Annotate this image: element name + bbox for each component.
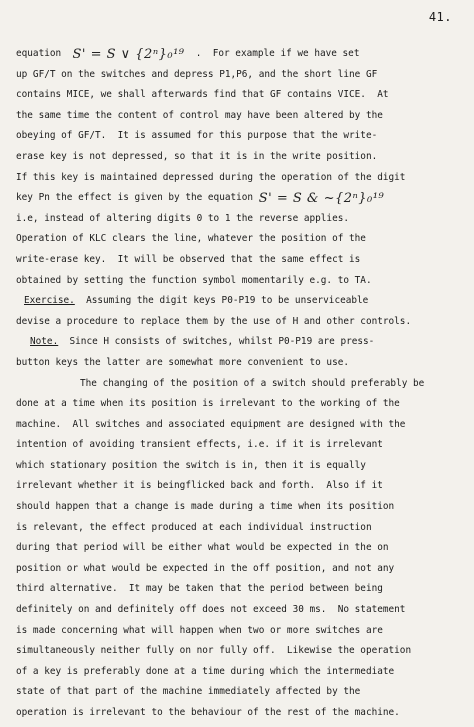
line-text: Since H consists of switches, whilst P0-P19 are press- (58, 336, 375, 348)
page-number: 41. (428, 10, 452, 24)
text-line (0, 188, 474, 209)
text-line: of a key is preferably done at a time during which the intermediate (16, 665, 395, 677)
line-text: equation (16, 48, 62, 59)
text-line: irrelevant whether it is beingflicked back and forth. Also if it (16, 480, 383, 492)
handwritten-equation: S' = S & ~{2ⁿ}₀¹⁹ (258, 191, 385, 207)
text-line: button keys the latter are somewhat more convenient to use. (16, 356, 350, 368)
text-line (0, 332, 474, 353)
line-text: Assuming the digit keys P0-P19 to be unserviceable (74, 295, 369, 307)
text-line: intention of avoiding transient effects, i.e. if it is irrelevant (16, 439, 383, 451)
text-line: obeying of GF/T. It is assumed for this purpose that the write- (16, 130, 378, 142)
text-line: simultaneously neither fully on nor fully off. Likewise the operation (16, 645, 412, 657)
section-label: Exercise. (24, 295, 75, 307)
text-line: during that period will be either what would be expected in the on (16, 542, 389, 554)
text-line: operation is irrelevant to the behaviour of the rest of the machine. (16, 707, 400, 718)
body-text (0, 44, 474, 724)
text-line: contains MICE, we shall afterwards find that GF contains VICE. At (16, 89, 389, 101)
text-line: should happen that a change is made during a time when its position (16, 501, 395, 513)
text-line: up GF/T on the switches and depress P1,P6, and the short line GF (16, 68, 378, 80)
text-line: is made concerning what will happen when two or more switches are (16, 624, 383, 636)
text-line: the same time the content of control may have been altered by the (16, 109, 383, 121)
text-line: If this key is maintained depressed during the operation of the digit (16, 171, 406, 183)
line-text: . For example if we have set (184, 48, 360, 59)
text-line: i.e, instead of altering digits 0 to 1 the reverse applies. (16, 212, 350, 224)
text-line: devise a procedure to replace them by the use of H and other controls. (16, 315, 412, 327)
handwritten-equation: S' = S ∨ {2ⁿ}₀¹⁹ (72, 47, 185, 62)
text-line: which stationary position the switch is in, then it is equally (16, 459, 366, 471)
text-line: write-erase key. It will be observed that the same effect is (16, 253, 361, 265)
section-label: Note. (30, 336, 59, 348)
text-line: obtained by setting the function symbol momentarily e.g. to TA. (16, 274, 372, 286)
text-line: erase key is not depressed, so that it is in the write position. (16, 150, 378, 162)
text-line (0, 291, 474, 312)
text-line: is relevant, the effect produced at each individual instruction (16, 521, 372, 533)
text-line: done at a time when its position is irrelevant to the working of the (16, 398, 400, 410)
line-text: key Pn the effect is given by the equation (16, 192, 259, 204)
text-line: definitely on and definitely off does not exceed 30 ms. No statement (16, 604, 406, 616)
text-line: third alternative. It may be taken that the period between being (16, 583, 383, 595)
text-line: machine. All switches and associated equipment are designed with the (16, 418, 406, 430)
text-line: position or what would be expected in the off position, and not any (16, 562, 395, 574)
text-line (0, 44, 474, 65)
text-line: The changing of the position of a switch should preferably be (80, 377, 425, 389)
text-line: Operation of KLC clears the line, whatever the position of the (16, 233, 366, 245)
text-line: state of that part of the machine immediately affected by the (16, 686, 361, 698)
